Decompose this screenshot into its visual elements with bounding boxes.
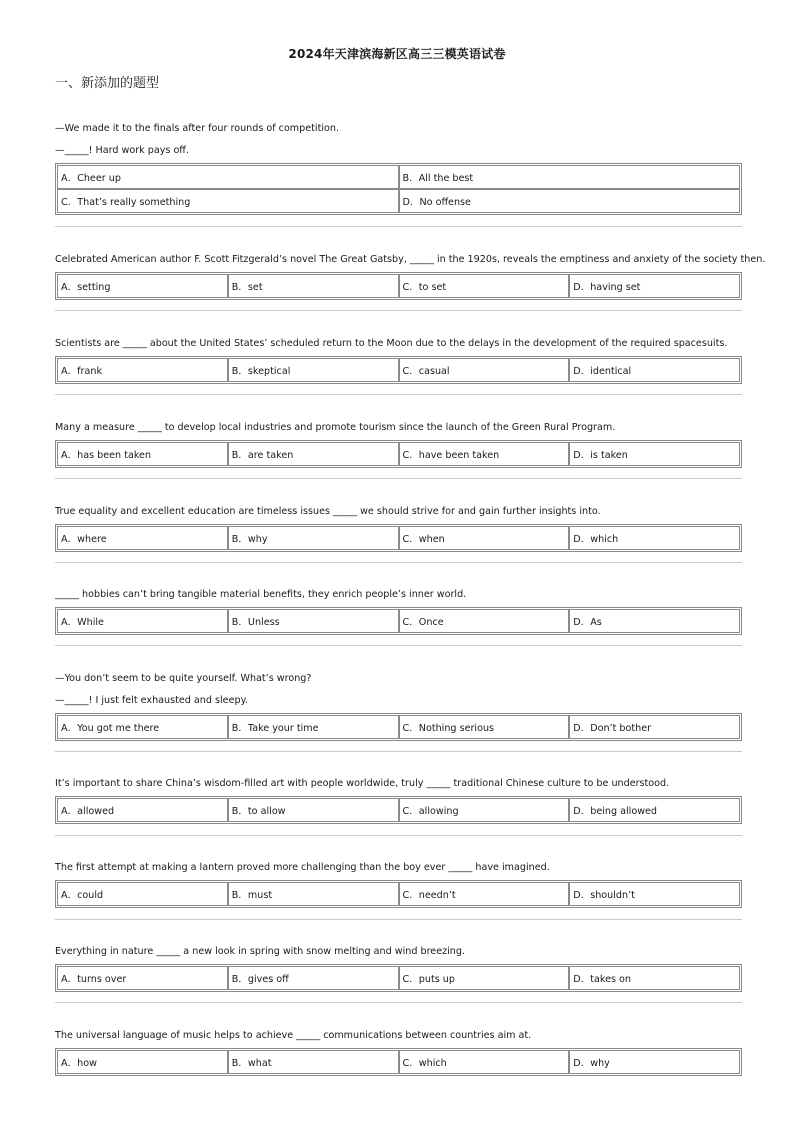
question-stem: —_____! Hard work pays off.	[55, 145, 189, 156]
options-table	[55, 713, 742, 741]
option-c[interactable]: C．puts up	[399, 966, 570, 990]
section-heading: 一、新添加的题型	[55, 76, 160, 91]
question-8	[55, 773, 742, 824]
option-c[interactable]: C．Once	[399, 609, 570, 633]
question-divider	[55, 394, 742, 395]
question-1	[55, 118, 742, 215]
option-a[interactable]: A．setting	[57, 274, 228, 298]
option-b[interactable]: B．what	[228, 1050, 399, 1074]
option-c[interactable]: C．allowing	[399, 798, 570, 822]
options-row	[57, 189, 740, 213]
option-a[interactable]: A．frank	[57, 358, 228, 382]
question-stem: —You don’t seem to be quite yourself. What’s wrong?	[55, 673, 312, 684]
options-row	[57, 526, 740, 550]
options-row	[57, 442, 740, 466]
question-divider	[55, 835, 742, 836]
option-c[interactable]: C．needn’t	[399, 882, 570, 906]
options-table	[55, 607, 742, 635]
question-divider	[55, 919, 742, 920]
question-divider	[55, 310, 742, 311]
option-c[interactable]: C．have been taken	[399, 442, 570, 466]
options-table	[55, 440, 742, 468]
option-d[interactable]: D．why	[569, 1050, 740, 1074]
option-d[interactable]: D．No offense	[399, 189, 741, 213]
option-a[interactable]: A．allowed	[57, 798, 228, 822]
option-d[interactable]: D．As	[569, 609, 740, 633]
options-table	[55, 524, 742, 552]
options-row	[57, 798, 740, 822]
question-stem: The first attempt at making a lantern proved more challenging than the boy ever _____ have imagined.	[55, 862, 550, 873]
question-divider	[55, 562, 742, 563]
question-7	[55, 668, 742, 741]
option-a[interactable]: A．While	[57, 609, 228, 633]
option-c[interactable]: C．which	[399, 1050, 570, 1074]
option-b[interactable]: B．must	[228, 882, 399, 906]
option-d[interactable]: D．takes on	[569, 966, 740, 990]
options-row	[57, 882, 740, 906]
options-table	[55, 163, 742, 215]
question-6	[55, 584, 742, 635]
question-11	[55, 1025, 742, 1076]
option-b[interactable]: B．to allow	[228, 798, 399, 822]
option-b[interactable]: B．Unless	[228, 609, 399, 633]
option-b[interactable]: B．why	[228, 526, 399, 550]
question-divider	[55, 478, 742, 479]
option-b[interactable]: B．gives off	[228, 966, 399, 990]
question-stem: Scientists are _____ about the United States’ scheduled return to the Moon due to the delays in the development of the required spacesuits.	[55, 338, 728, 349]
options-row	[57, 1050, 740, 1074]
question-divider	[55, 645, 742, 646]
question-4	[55, 417, 742, 468]
question-divider	[55, 226, 742, 227]
option-c[interactable]: C．when	[399, 526, 570, 550]
option-d[interactable]: D．is taken	[569, 442, 740, 466]
option-d[interactable]: D．Don’t bother	[569, 715, 740, 739]
option-d[interactable]: D．being allowed	[569, 798, 740, 822]
question-stem: Celebrated American author F. Scott Fitzgerald’s novel The Great Gatsby, _____ in the 1920s, reveals the emptiness and anxiety of the society then.	[55, 254, 766, 265]
options-row	[57, 966, 740, 990]
question-divider	[55, 751, 742, 752]
question-stem: True equality and excellent education are timeless issues _____ we should strive for and gain further insights into.	[55, 506, 601, 517]
question-stem: —_____! I just felt exhausted and sleepy.	[55, 695, 248, 706]
question-stem: _____ hobbies can’t bring tangible material benefits, they enrich people’s inner world.	[55, 589, 467, 600]
page-title: 2024年天津滨海新区高三三模英语试卷	[288, 47, 506, 61]
question-stem: The universal language of music helps to achieve _____ communications between countries aim at.	[55, 1030, 532, 1041]
option-c[interactable]: C．to set	[399, 274, 570, 298]
options-row	[57, 358, 740, 382]
options-row	[57, 609, 740, 633]
options-row	[57, 165, 740, 189]
options-row	[57, 715, 740, 739]
option-a[interactable]: A．Cheer up	[57, 165, 399, 189]
option-d[interactable]: D．having set	[569, 274, 740, 298]
question-stem: It’s important to share China’s wisdom-filled art with people worldwide, truly _____ traditional Chinese culture to be understood.	[55, 778, 670, 789]
option-a[interactable]: A．how	[57, 1050, 228, 1074]
option-a[interactable]: A．has been taken	[57, 442, 228, 466]
options-table	[55, 356, 742, 384]
question-stem: Many a measure _____ to develop local industries and promote tourism since the launch of the Green Rural Program.	[55, 422, 616, 433]
options-row	[57, 274, 740, 298]
options-table	[55, 272, 742, 300]
question-stem: —We made it to the finals after four rounds of competition.	[55, 123, 340, 134]
options-table	[55, 964, 742, 992]
option-b[interactable]: B．skeptical	[228, 358, 399, 382]
option-b[interactable]: B．All the best	[399, 165, 741, 189]
option-d[interactable]: D．which	[569, 526, 740, 550]
options-table	[55, 1048, 742, 1076]
option-a[interactable]: A．You got me there	[57, 715, 228, 739]
option-c[interactable]: C．Nothing serious	[399, 715, 570, 739]
question-5	[55, 501, 742, 552]
option-c[interactable]: C．That’s really something	[57, 189, 399, 213]
option-b[interactable]: B．are taken	[228, 442, 399, 466]
options-table	[55, 796, 742, 824]
option-b[interactable]: B．Take your time	[228, 715, 399, 739]
option-d[interactable]: D．identical	[569, 358, 740, 382]
question-9	[55, 857, 742, 908]
option-d[interactable]: D．shouldn’t	[569, 882, 740, 906]
question-divider	[55, 1002, 742, 1003]
options-table	[55, 880, 742, 908]
option-a[interactable]: A．where	[57, 526, 228, 550]
option-a[interactable]: A．turns over	[57, 966, 228, 990]
question-3	[55, 333, 742, 384]
option-a[interactable]: A．could	[57, 882, 228, 906]
question-2	[55, 249, 766, 300]
question-stem: Everything in nature _____ a new look in spring with snow melting and wind breezing.	[55, 946, 466, 957]
question-10	[55, 941, 742, 992]
option-b[interactable]: B．set	[228, 274, 399, 298]
option-c[interactable]: C．casual	[399, 358, 570, 382]
